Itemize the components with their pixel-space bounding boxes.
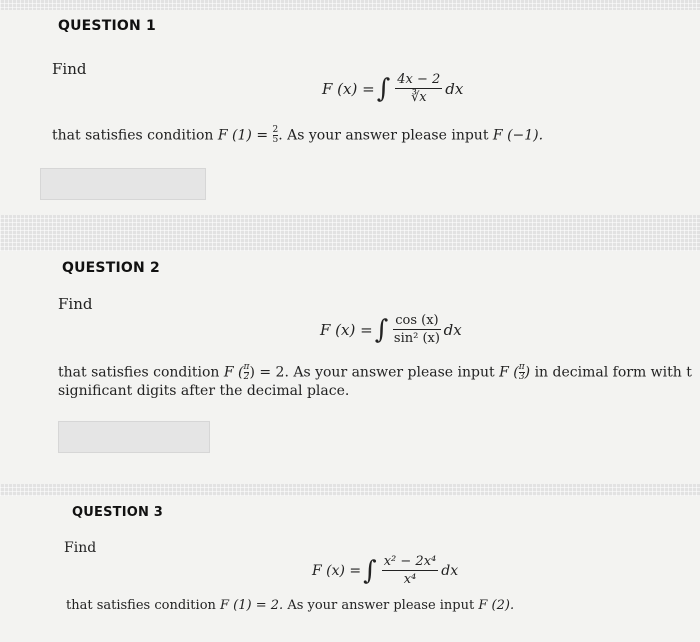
q2-ans-expr-a: F (: [499, 364, 519, 381]
question-3-find: Find: [64, 540, 97, 556]
question-2-condition: [58, 363, 692, 382]
q2-cond-expr-a: F (: [223, 364, 244, 381]
question-3-header: QUESTION 3: [72, 505, 164, 520]
q3-cond-suffix: As your answer please input: [287, 598, 475, 613]
q3-answer-expr: F (2).: [478, 598, 515, 613]
q3-denominator: x⁴: [403, 572, 417, 587]
q3-numerator: x² − 2x⁴: [383, 554, 437, 569]
q2-denominator: sin² (x): [393, 331, 440, 346]
q2-ans-pi-den: 3: [518, 372, 525, 382]
q2-cond-pi-den: 2: [243, 372, 250, 382]
top-band: [0, 0, 700, 10]
q3-cond-expr: F (1) = 2.: [220, 598, 284, 613]
question-1-header: QUESTION 1: [58, 18, 156, 34]
integral-sign-icon: ∫: [363, 555, 377, 586]
question-2-header: QUESTION 2: [62, 260, 160, 276]
q1-dx: dx: [445, 79, 464, 98]
question-2-panel: [0, 251, 700, 484]
q3-cond-prefix: that satisfies condition: [66, 598, 216, 613]
q1-answer-expr: F (−1).: [492, 127, 544, 144]
q1-denominator: ∛x: [410, 90, 427, 105]
q1-fraction: [395, 72, 442, 105]
q2-ans-expr-b: ): [524, 364, 531, 381]
q1-cond-expr: F (1) =: [217, 127, 269, 144]
question-1-answer-input[interactable]: [40, 168, 206, 200]
q3-fraction: [382, 554, 439, 587]
integral-sign-icon: ∫: [376, 73, 391, 104]
question-1-condition: [52, 126, 543, 145]
question-2-answer-input[interactable]: [58, 421, 210, 453]
q1-lhs: F (x) =: [322, 79, 375, 98]
question-2-equation: [320, 313, 462, 346]
q2-cond-pi: π: [243, 362, 250, 372]
q1-numerator: 4x − 2: [397, 72, 441, 87]
q2-dx: dx: [443, 320, 462, 339]
separator-band-1: [0, 215, 700, 251]
question-2-condition-line-2: significant digits after the decimal place.: [58, 383, 350, 399]
integral-sign-icon: ∫: [374, 314, 389, 345]
q2-numerator: cos (x): [395, 313, 439, 328]
q2-cond-suffix: in decimal form with t: [534, 364, 692, 381]
q2-fraction: [393, 313, 440, 346]
q2-lhs: F (x) =: [320, 320, 373, 339]
question-1-find: Find: [52, 60, 87, 78]
question-1-panel: [0, 10, 700, 215]
question-2-find: Find: [58, 295, 93, 313]
q1-cond-num: 2: [272, 125, 279, 135]
q1-cond-den: 5: [272, 135, 279, 145]
q3-lhs: F (x) =: [312, 562, 362, 579]
question-3-equation: [312, 554, 458, 587]
question-3-condition: [66, 598, 514, 613]
q2-cond-expr-b: ) = 2. As your answer please input: [249, 364, 495, 381]
q3-dx: dx: [441, 562, 459, 579]
separator-band-2: [0, 484, 700, 496]
question-1-equation: [322, 72, 463, 105]
q2-cond-prefix: that satisfies condition: [58, 364, 220, 381]
q1-cond-suffix: . As your answer please input: [278, 127, 489, 144]
q2-ans-pi: π: [518, 362, 525, 372]
q1-cond-prefix: that satisfies condition: [52, 127, 214, 144]
question-3-panel: [0, 496, 700, 642]
